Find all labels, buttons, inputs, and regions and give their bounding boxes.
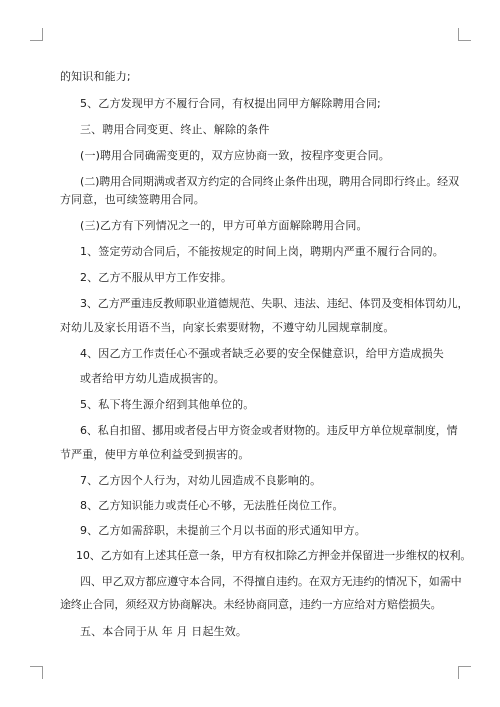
text-line: 10、乙方如有上述其任意一条，甲方有权扣除乙方押金并保留进一步维权的权利。	[76, 549, 472, 562]
corner-mark-top-right	[458, 28, 471, 41]
text-line: 途终止合同，须经双方协商解决。未经协商同意，违约一方应给对方赔偿损失。	[60, 598, 442, 611]
text-line: 对幼儿及家长用语不当，向家长索要财物，不遵守幼儿园规章制度。	[60, 321, 395, 334]
text-line: 的知识和能力;	[60, 70, 131, 83]
text-line: 5、私下将生源介绍到其他单位的。	[80, 398, 255, 411]
text-line: (一)聘用合同确需变更的，双方应协商一致，按程序变更合同。	[80, 149, 390, 162]
text-line: 节严重，使甲方单位利益受到损害的。	[60, 448, 250, 461]
text-line: 8、乙方知识能力或责任心不够，无法胜任岗位工作。	[80, 499, 344, 512]
text-line: 2、乙方不服从甲方工作安排。	[80, 271, 233, 284]
text-line: 四、甲乙双方都应遵守本合同，不得擅自违约。在双方无违约的情况下，如需中	[80, 575, 462, 588]
text-line: 五、本合同于从 年 月 日起生效。	[80, 625, 248, 638]
corner-mark-bottom-right	[458, 666, 471, 679]
text-line: (三)乙方有下列情况之一的，甲方可单方面解除聘用合同。	[80, 219, 368, 232]
text-line: 3、乙方严重违反教师职业道德规范、失职、违法、违纪、体罚及变相体罚幼儿，	[80, 297, 469, 310]
text-line: 1、签定劳动合同后，不能按规定的时间上岗，聘期内严重不履行合同的。	[80, 245, 444, 258]
text-line: 4、因乙方工作责任心不强或者缺乏必要的安全保健意识，给甲方造成损失	[80, 347, 444, 360]
text-line: 9、乙方如需辞职，未提前三个月以书面的形式通知甲方。	[80, 524, 366, 537]
text-line: 或者给甲方幼儿造成损害的。	[80, 372, 225, 385]
text-line: 7、乙方因个人行为，对幼儿园造成不良影响的。	[80, 474, 322, 487]
text-line: 5、乙方发现甲方不履行合同，有权提出同甲方解除聘用合同;	[80, 97, 381, 110]
text-line: 三、聘用合同变更、终止、解除的条件	[80, 123, 270, 136]
text-line: (二)聘用合同期满或者双方约定的合同终止条件出现，聘用合同即行终止。经双	[80, 175, 459, 188]
text-line: 6、私自扣留、挪用或者侵占甲方资金或者财物的。违反甲方单位规章制度，情	[80, 424, 458, 437]
text-line: 方同意，也可续签聘用合同。	[60, 193, 205, 206]
corner-mark-bottom-left	[30, 666, 43, 679]
corner-mark-top-left	[30, 28, 43, 41]
